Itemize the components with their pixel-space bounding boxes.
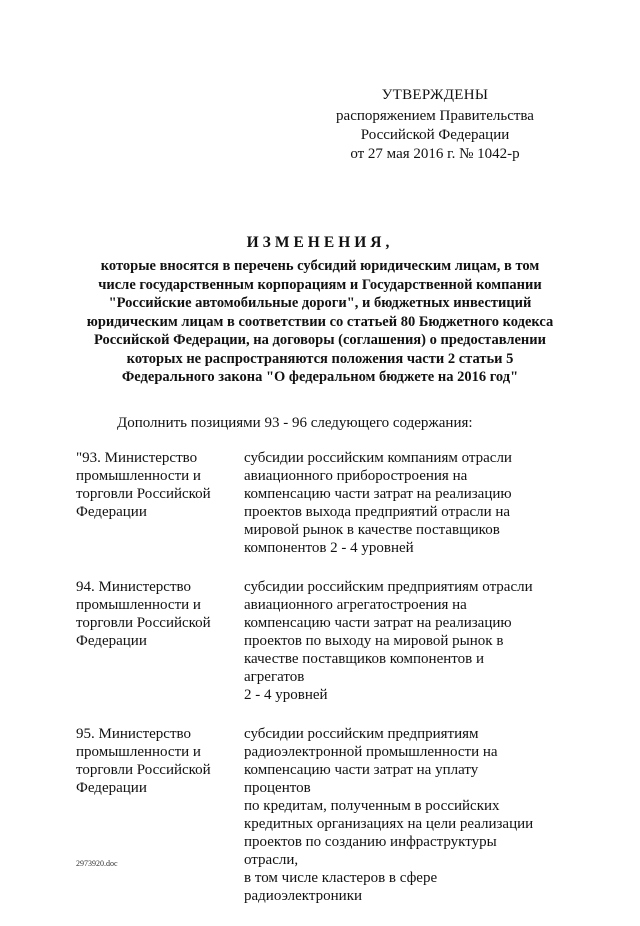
approval-line-2: Российской Федерации	[360, 127, 510, 143]
subtitle-line: Российской Федерации, на договоры (соглашения) о предоставлении	[94, 332, 546, 348]
entry-organization: 95. Министерство промышленности и торговли Российской Федерации	[76, 726, 211, 796]
subtitle-line: "Российские автомобильные дороги", и бюджетных инвестиций	[108, 295, 532, 311]
document-title: ИЗМЕНЕНИЯ,	[246, 234, 394, 251]
entry-organization: 94. Министерство промышленности и торговли Российской Федерации	[76, 579, 211, 649]
entry-94	[76, 578, 566, 704]
entry-organization: "93. Министерство промышленности и торговли Российской Федерации	[76, 450, 211, 520]
approval-block	[330, 86, 540, 164]
entry-description: субсидии российским компаниям отрасли авиационного приборостроения на компенсацию части затрат на реализацию проектов выхода предприятий отрасли на мировой рынок в качестве поставщиков компонентов 2 - 4 уровней	[244, 450, 512, 556]
subtitle-line: Федерального закона "О федеральном бюджете на 2016 год"	[121, 369, 519, 385]
entry-description: субсидии российским предприятиям радиоэлектронной промышленности на компенсацию части затрат на уплату процентов по кредитам, полученным в российских кредитных организациях на цели реализации проектов по созданию инфраструктуры отрасли, в том числе кластеров в сфере радиоэлектроники	[244, 726, 534, 904]
subtitle-line: юридическим лицам в соответствии со статьей 80 Бюджетного кодекса	[86, 313, 554, 330]
subtitle-line: которые вносятся в перечень субсидий юридическим лицам, в том	[100, 258, 540, 274]
subtitle-line: числе государственным корпорациям и Государственной компании	[98, 276, 542, 293]
document-subtitle	[60, 257, 580, 387]
document-file-code: 2973920.doc	[76, 859, 118, 868]
entries-list	[76, 449, 566, 926]
document-heading	[60, 234, 580, 387]
entry-93	[76, 449, 566, 557]
entry-95	[76, 725, 566, 905]
approval-line-3: от 27 мая 2016 г. № 1042-р	[350, 146, 520, 162]
intro-paragraph: Дополнить позициями 93 - 96 следующего содержания:	[117, 415, 473, 431]
approval-line-1: распоряжением Правительства	[336, 108, 534, 124]
entry-description: субсидии российским предприятиям отрасли авиационного агрегатостроения на компенсацию части затрат на реализацию проектов по выходу на мировой рынок в качестве поставщиков компонентов и агрегатов 2 - 4 уровней	[244, 579, 533, 703]
approved-title: УТВЕРЖДЕНЫ	[381, 87, 489, 103]
subtitle-line: которых не распространяются положения части 2 статьи 5	[126, 350, 514, 367]
